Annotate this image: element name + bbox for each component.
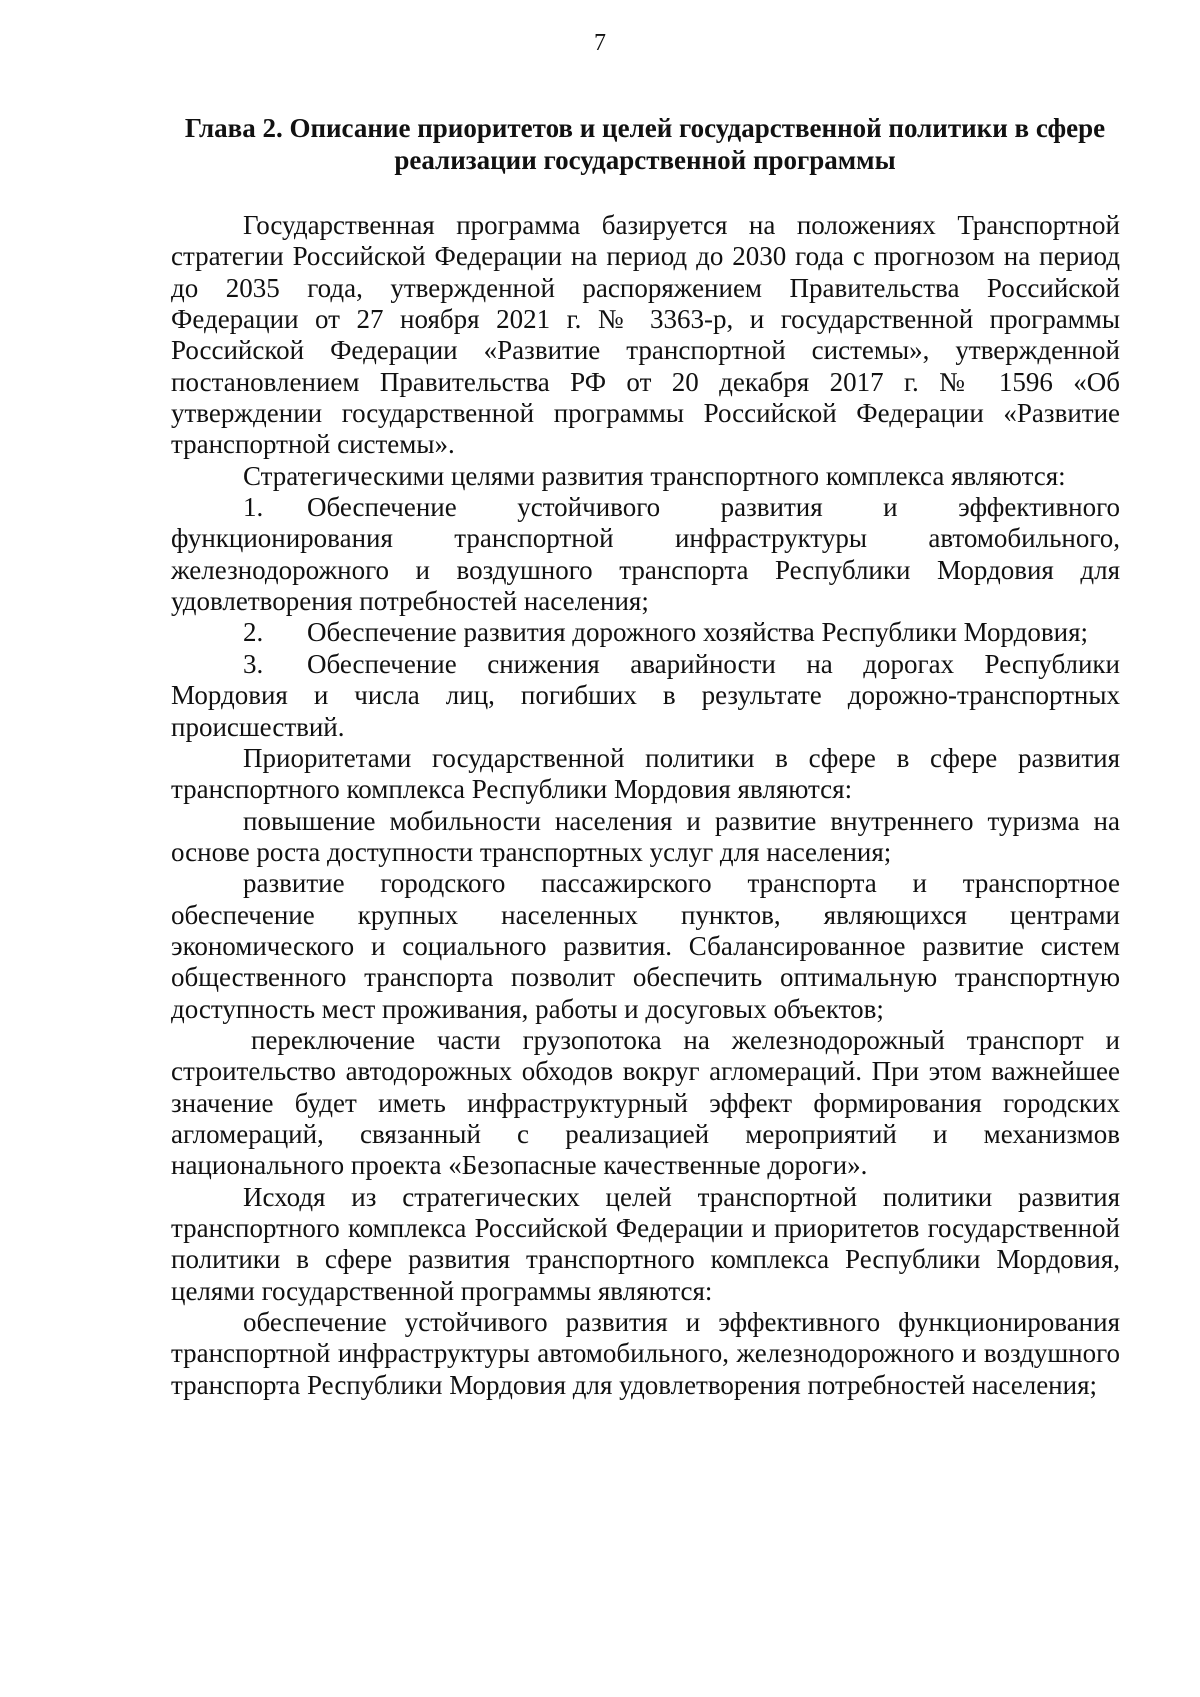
priority-paragraph: переключение части грузопотока на железнодорожный транспорт и строительство автодорожных обходов вокруг агломераций. При этом важнейшее значение будет иметь инфраструктурный эффект формирования городских агломераций, связанный с реализацией мероприятий и механизмов национального проекта «Безопасные качественные дороги». [171, 1024, 1120, 1181]
program-goals-heading: Исходя из стратегических целей транспортной политики развития транспортного комплекса Российской Федерации и приоритетов государственной политики в сфере развития транспортного комплекса Республики Мордовия, целями государственной программы являются: [171, 1181, 1120, 1306]
list-number: 2. [243, 617, 264, 648]
list-item-text: Обеспечение устойчивого развития и эффективного функционирования транспортной инфраструктуры автомобильного, железнодорожного и воздушного транспорта Республики Мордовия для удовлетворения потребностей населения; [171, 492, 1120, 617]
list-item-text: Обеспечение снижения аварийности на дорогах Республики Мордовия и числа лиц, погибших в результате дорожно-транспортных происшествий. [171, 648, 1120, 742]
chapter-title: Глава 2. Описание приоритетов и целей государственной политики в сфере реализации государственной программы [184, 113, 1106, 175]
list-item-text: Обеспечение развития дорожного хозяйства Республики Мордовия; [307, 617, 1089, 648]
priority-paragraph: развитие городского пассажирского транспорта и транспортное обеспечение крупных населенных пунктов, являющихся центрами экономического и социального развития. Сбалансированное развитие систем общественного транспорта позволит обеспечить оптимальную транспортную доступность мест проживания, работы и досуговых объектов; [171, 868, 1120, 1024]
document-body [171, 210, 1120, 1401]
intro-paragraph: Государственная программа базируется на положениях Транспортной стратегии Российской Федерации на период до 2030 года с прогнозом на период до 2035 года, утвержденной распоряжением Правительства Российской Федерации от 27 ноября 2021 г. № 3363-р, и государственной программы Российской Федерации «Развитие транспортной системы», утвержденной постановлением Правительства РФ от 20 декабря 2017 г. № 1596 «Об утверждении государственной программы Российской Федерации «Развитие транспортной системы». [171, 210, 1120, 460]
program-goal-paragraph: обеспечение устойчивого развития и эффективного функционирования транспортной инфраструктуры автомобильного, железнодорожного и воздушного транспорта Республики Мордовия для удовлетворения потребностей населения; [171, 1307, 1120, 1400]
list-number: 1. [243, 492, 264, 523]
priority-paragraph: повышение мобильности населения и развитие внутреннего туризма на основе роста доступности транспортных услуг для населения; [171, 805, 1120, 867]
page-number: 7 [594, 30, 606, 56]
list-number: 3. [243, 648, 264, 679]
strategic-goal-item [171, 617, 1120, 648]
priorities-heading: Приоритетами государственной политики в сфере в сфере развития транспортного комплекса Республики Мордовия являются: [171, 742, 1120, 805]
strategic-goals-heading: Стратегическими целями развития транспортного комплекса являются: [243, 460, 1066, 491]
strategic-goal-item [171, 649, 1120, 743]
strategic-goal-item [171, 492, 1120, 617]
